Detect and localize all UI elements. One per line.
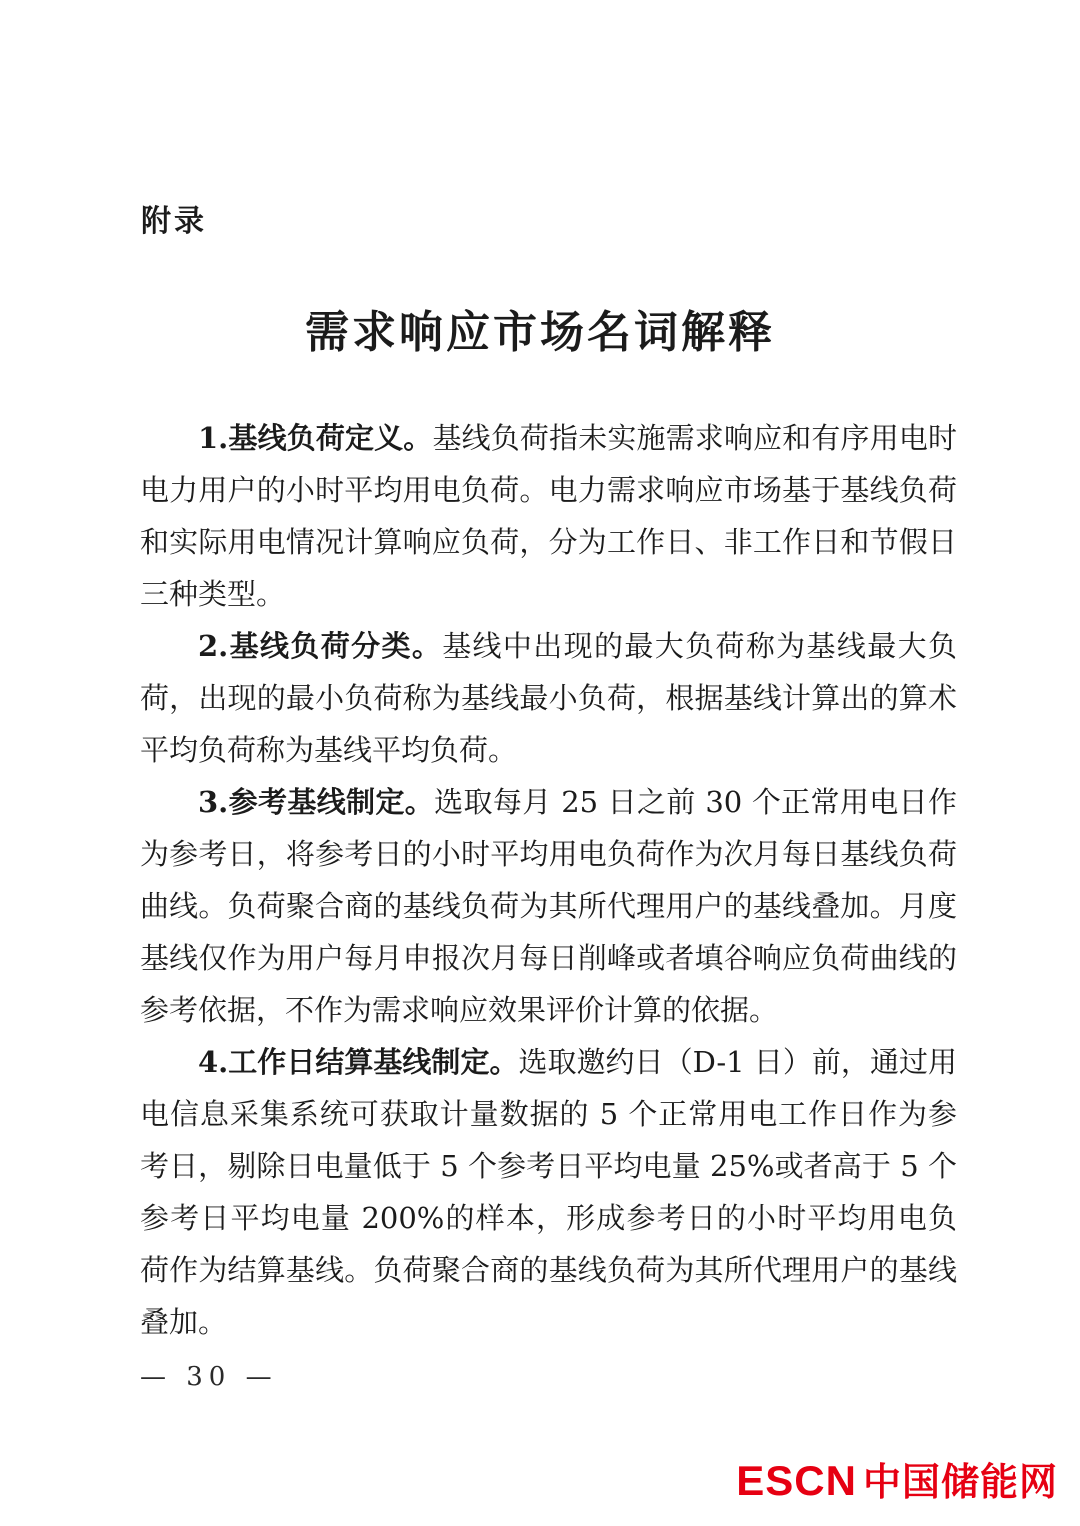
- watermark-cjk-text: 中国储能网: [862, 1462, 1058, 1504]
- escn-watermark-logo: [736, 1457, 1058, 1504]
- document-body: [140, 412, 957, 1348]
- paragraph: [140, 412, 957, 620]
- appendix-label: 附录: [141, 205, 207, 238]
- paragraph-lead: 4.工作日结算基线制定。: [198, 1045, 519, 1079]
- page-number: — 30 —: [140, 1362, 278, 1392]
- page-title: 需求响应市场名词解释: [305, 307, 775, 358]
- paragraph-lead: 2.基线负荷分类。: [198, 629, 443, 663]
- watermark-escn-text: ESCN: [736, 1457, 857, 1504]
- paragraph-text: 基线中出现的最大负荷称为基线最大负荷，出现的最小负荷称为基线最小负荷，根据基线计算出的算术平均负荷称为基线平均负荷。: [140, 629, 957, 767]
- paragraph-text: 选取每月 25 日之前 30 个正常用电日作为参考日，将参考日的小时平均用电负荷作为次月每日基线负荷曲线。负荷聚合商的基线负荷为其所代理用户的基线叠加。月度基线仅作为用户每月申报次月每日削峰或者填谷响应负荷曲线的参考依据，不作为需求响应效果评价计算的依据。: [140, 785, 957, 1027]
- paragraph-text: 选取邀约日（D-1 日）前，通过用电信息采集系统可获取计量数据的 5 个正常用电工作日作为参考日，剔除日电量低于 5 个参考日平均电量 25%或者高于 5 个参考日平均电量 200%的样本，形成参考日的小时平均用电负荷作为结算基线。负荷聚合商的基线负荷为其所代理用户的基线叠加。: [140, 1045, 957, 1339]
- paragraph-lead: 1.基线负荷定义。: [198, 421, 433, 455]
- paragraph: [140, 1036, 957, 1348]
- paragraph: [140, 776, 957, 1036]
- paragraph-lead: 3.参考基线制定。: [198, 785, 435, 819]
- paragraph-text: 基线负荷指未实施需求响应和有序用电时电力用户的小时平均用电负荷。电力需求响应市场基于基线负荷和实际用电情况计算响应负荷，分为工作日、非工作日和节假日三种类型。: [140, 421, 957, 611]
- paragraph: [140, 620, 957, 776]
